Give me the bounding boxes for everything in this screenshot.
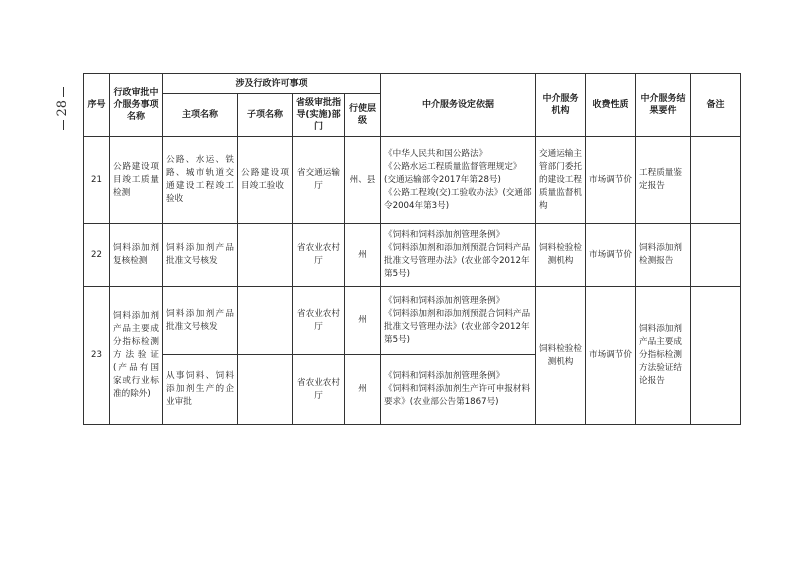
row-dept: 省农业农村厅 xyxy=(293,287,345,355)
row-agency: 交通运输主管部门委托的建设工程质量监督机构 xyxy=(536,137,586,224)
row-dept: 省交通运输厅 xyxy=(293,137,345,224)
row-main-item: 饲料添加剂产品批准文号核发 xyxy=(163,224,238,287)
basis-line: 《中华人民共和国公路法》 xyxy=(384,148,488,159)
row-basis xyxy=(381,137,536,224)
page-number-value: 28 xyxy=(55,100,70,117)
row-level: 州 xyxy=(345,224,381,287)
row-fee: 市场调节价 xyxy=(586,287,636,425)
row-main-item: 从事饲料、饲料添加剂生产的企业审批 xyxy=(163,355,238,425)
row-service-item: 饲料添加剂复核检测 xyxy=(110,224,163,287)
basis-line: 《公路工程竣(交)工验收办法》(交通部令2004年第3号) xyxy=(384,187,532,211)
row-main-item: 饲料添加剂产品批准文号核发 xyxy=(163,287,238,355)
row-main-item: 公路、水运、铁路、城市轨道交通建设工程竣工验收 xyxy=(163,137,238,224)
row-fee: 市场调节价 xyxy=(586,224,636,287)
row-agency: 饲料检验检测机构 xyxy=(536,287,586,425)
row-remark xyxy=(691,287,741,425)
row-level: 州 xyxy=(345,355,381,425)
page-number xyxy=(56,84,70,133)
row-seq: 21 xyxy=(84,137,110,224)
basis-line: 《公路水运工程质量监督管理规定》(交通运输部令2017年第28号) xyxy=(384,161,522,185)
row-requirement: 饲料添加剂检测报告 xyxy=(636,224,691,287)
header-dept: 省级审批指导(实施)部门 xyxy=(293,94,345,137)
page-number-dash-bottom xyxy=(63,120,64,130)
basis-line: 《饲料添加剂和添加剂预混合饲料产品批准文号管理办法》(农业部令2012年第5号) xyxy=(384,243,531,279)
row-basis xyxy=(381,224,536,287)
row-remark xyxy=(691,137,741,224)
row-remark xyxy=(691,224,741,287)
table-row xyxy=(84,137,741,224)
basis-line: 《饲料和饲料添加剂管理条例》 xyxy=(384,230,505,240)
basis-line: 《饲料添加剂和添加剂预混合饲料产品批准文号管理办法》(农业部令2012年第5号) xyxy=(384,308,531,345)
header-sub-item: 子项名称 xyxy=(238,94,293,137)
row-requirement: 工程质量鉴定报告 xyxy=(636,137,691,224)
row-seq: 22 xyxy=(84,224,110,287)
row-dept: 省农业农村厅 xyxy=(293,355,345,425)
row-service-item: 饲料添加剂产品主要成分指标检测方法验证(产品有国家或行业标准的除外) xyxy=(110,287,163,425)
table-row xyxy=(84,224,741,287)
row-basis xyxy=(381,287,536,355)
row-agency: 饲料检验检测机构 xyxy=(536,224,586,287)
header-remark: 备注 xyxy=(691,74,741,137)
header-requirement: 中介服务结果要件 xyxy=(636,74,691,137)
row-sub-item xyxy=(238,355,293,425)
basis-line: 《饲料和饲料添加剂管理条例》 xyxy=(384,295,505,306)
service-items-table xyxy=(83,73,741,425)
header-service-item: 行政审批中介服务事项名称 xyxy=(110,74,163,137)
header-main-item: 主项名称 xyxy=(163,94,238,137)
row-dept: 省农业农村厅 xyxy=(293,224,345,287)
header-agency: 中介服务机构 xyxy=(536,74,586,137)
header-row-1 xyxy=(84,74,741,94)
row-requirement: 饲料添加剂产品主要成分指标检测方法验证结论报告 xyxy=(636,287,691,425)
table-row xyxy=(84,287,741,355)
basis-line: 《饲料和饲料添加剂生产许可申报材料要求》(农业部公告第1867号) xyxy=(384,384,531,407)
basis-line: 《饲料和饲料添加剂管理条例》 xyxy=(384,371,505,381)
row-basis xyxy=(381,355,536,425)
page-number-dash-top xyxy=(63,87,64,97)
row-sub-item xyxy=(238,224,293,287)
row-level: 州 xyxy=(345,287,381,355)
row-fee: 市场调节价 xyxy=(586,137,636,224)
header-seq: 序号 xyxy=(84,74,110,137)
row-level: 州、县 xyxy=(345,137,381,224)
row-sub-item: 公路建设项目竣工验收 xyxy=(238,137,293,224)
row-sub-item xyxy=(238,287,293,355)
header-basis: 中介服务设定依据 xyxy=(381,74,536,137)
row-seq: 23 xyxy=(84,287,110,425)
row-service-item: 公路建设项目竣工质量检测 xyxy=(110,137,163,224)
header-level: 行使层级 xyxy=(345,94,381,137)
header-licensing-group: 涉及行政许可事项 xyxy=(163,74,381,94)
header-fee: 收费性质 xyxy=(586,74,636,137)
